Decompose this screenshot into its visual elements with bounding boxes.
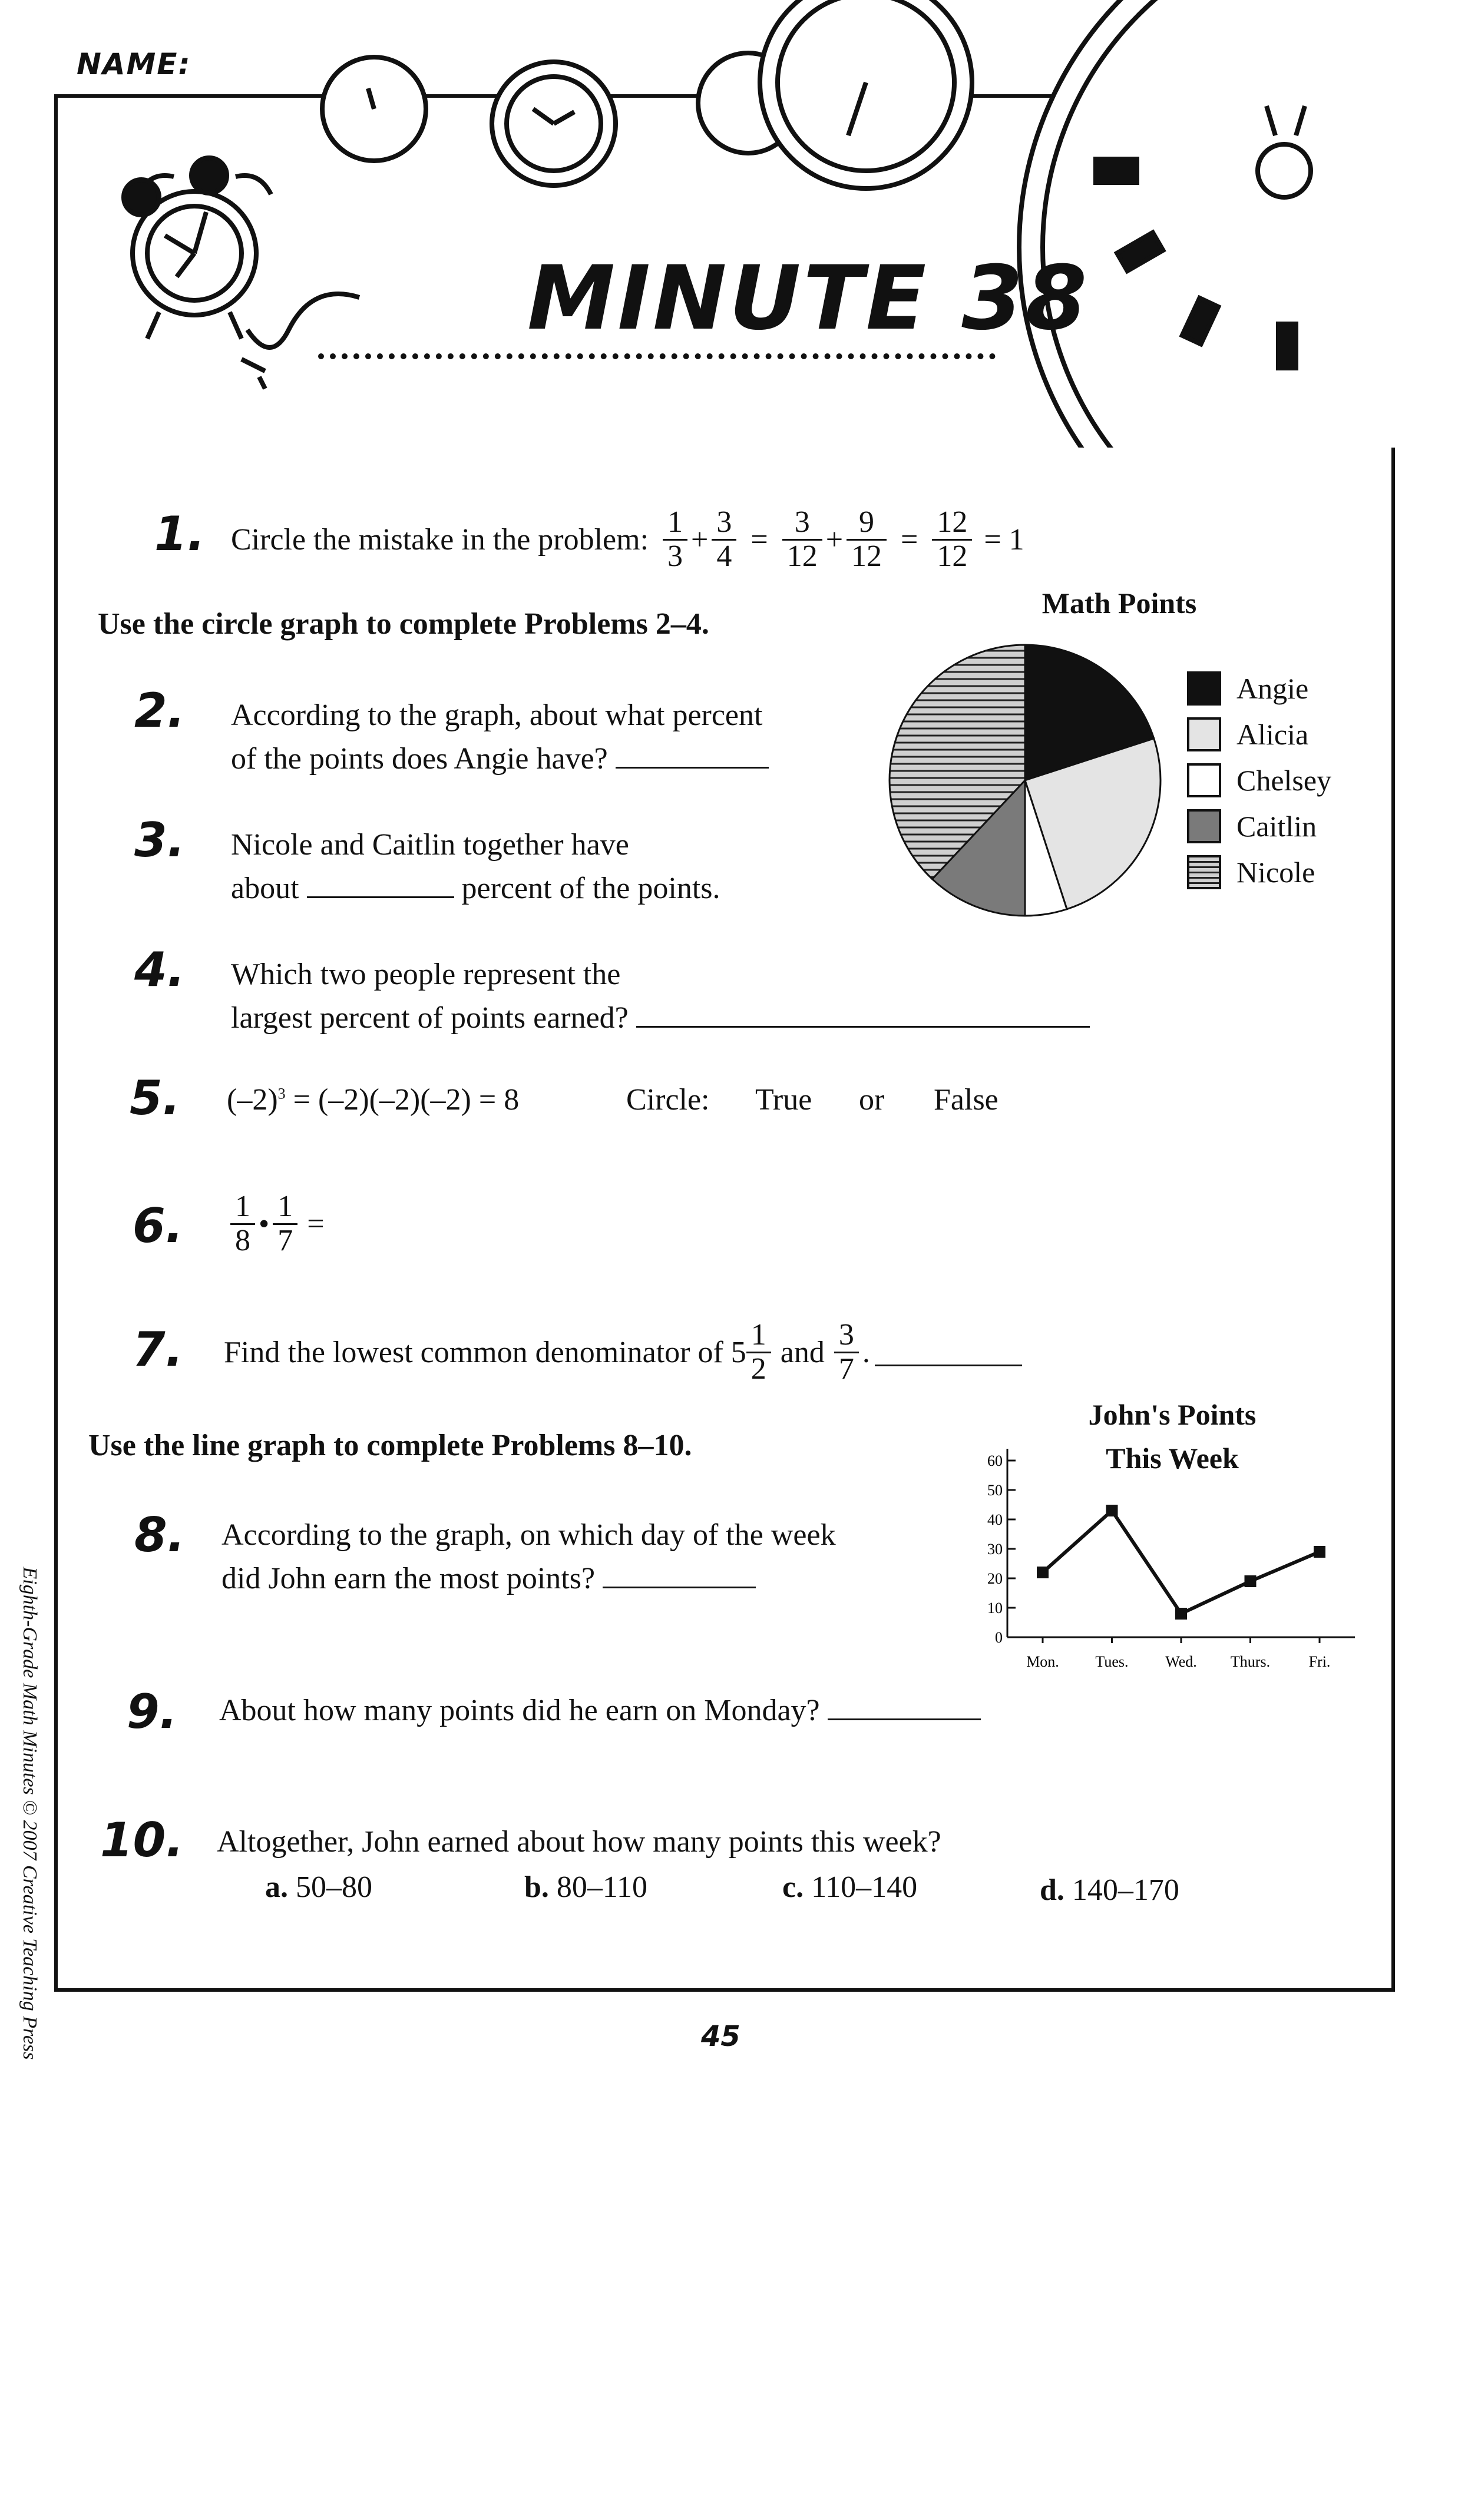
circle-label: Circle: [626,1083,710,1117]
fraction-9-12: $\frac{9}{12}$ [847,506,887,572]
fraction-12-12: $\frac{12}{12}$ [932,506,972,572]
problem-3-line1: Nicole and Caitlin together have [231,828,629,862]
answer-blank-8[interactable] [603,1561,756,1588]
data-point-wed [1175,1608,1187,1620]
problem-4 [231,953,1090,1040]
answer-blank-9[interactable] [828,1693,981,1720]
problem-2-number: 2. [134,683,186,738]
y-tick-label: 20 [987,1570,1003,1587]
data-point-tues [1106,1505,1118,1516]
legend-item-nicole [1187,855,1315,889]
problem-8-line2: did John earn the most points? [221,1562,596,1595]
problem-8-line1: According to the graph, on which day of the week [221,1518,836,1552]
multiply-dot: • [259,1207,270,1241]
line-chart-title-2: This Week [1106,1442,1239,1475]
problem-5-number: 5. [130,1071,181,1125]
choice-a[interactable]: a. 50–80 [265,1870,372,1904]
or-label: or [859,1083,885,1117]
answer-blank-4[interactable] [636,1000,1090,1028]
y-tick-label: 60 [987,1452,1003,1469]
problem-4-number: 4. [134,942,186,997]
small-clocks-icon [322,0,972,188]
answer-blank-7[interactable] [875,1339,1022,1366]
problem-3-line2b: percent of the points. [461,872,720,905]
problem-3-line2a: about [231,872,299,905]
x-tick-label: Wed. [1165,1653,1197,1670]
pie-chart-title: Math Points [1042,587,1197,620]
pie-chart [884,633,1166,928]
plus-sign: + [825,522,844,557]
clock-decoration [0,0,1468,448]
problem-5-expression: = (–2)(–2)(–2) = 8 [285,1083,520,1117]
x-tick-label: Thurs. [1230,1653,1271,1670]
problem-1-result: = 1 [984,522,1024,557]
problem-4-line1: Which two people represent the [231,958,621,991]
legend-label: Chelsey [1236,764,1332,797]
legend-swatch [1187,763,1221,797]
fraction-3-7: $\frac{3}{7}$ [834,1319,859,1385]
answer-blank-2[interactable] [616,741,769,769]
problem-3 [231,823,720,910]
problem-7 [224,1319,1022,1385]
page-title: MINUTE 38 [527,247,1090,350]
and-label: and [780,1335,825,1369]
problem-7-number: 7. [133,1322,184,1377]
problem-10-text: Altogether, John earned about how many points this week? [217,1825,941,1859]
line-chart-title-1: John's Points [1088,1398,1257,1431]
sidebar-credit: Eighth-Grade Math Minutes © 2007 Creative Teaching Press [19,1567,41,2060]
legend-swatch [1187,855,1221,889]
fraction-1-8: $\frac{1}{8}$ [230,1191,255,1257]
legend-swatch [1187,717,1221,751]
legend-label: Nicole [1236,856,1315,889]
big-clock-icon [1019,0,1468,448]
legend-swatch [1187,809,1221,843]
equals-sign: = [307,1207,325,1241]
line-series [1043,1511,1320,1614]
problem-8 [221,1514,836,1601]
title-dotted-line [318,353,996,359]
fraction-3-12: $\frac{3}{12}$ [782,506,822,572]
period: . [862,1335,870,1369]
problem-3-number: 3. [134,813,186,867]
problem-5-base: (–2) [227,1083,278,1117]
y-tick-label: 50 [987,1482,1003,1499]
problem-9-text: About how many points did he earn on Monday? [219,1694,820,1727]
fraction-3-4: $\frac{3}{4}$ [712,506,736,572]
instruction-line: Use the line graph to complete Problems 8–10. [88,1429,692,1462]
problem-1 [231,506,1024,572]
problem-5-exponent: 3 [277,1085,286,1102]
true-option[interactable]: True [755,1083,812,1117]
legend-label: Angie [1236,672,1309,705]
problem-1-text: Circle the mistake in the problem: [231,522,649,557]
instruction-pie: Use the circle graph to complete Problems 2–4. [98,607,709,641]
problem-9-number: 9. [127,1684,178,1739]
answer-blank-3[interactable] [307,870,454,898]
legend-item-alicia [1187,717,1308,751]
problem-5 [227,1082,519,1117]
equals-sign: = [901,522,918,557]
legend-item-angie [1187,671,1308,706]
fraction-1-7: $\frac{1}{7}$ [273,1191,297,1257]
choice-b[interactable]: b. 80–110 [524,1870,647,1904]
y-tick-label: 30 [987,1541,1003,1558]
choice-d[interactable]: d. 140–170 [1040,1873,1179,1907]
y-tick-label: 40 [987,1511,1003,1528]
y-tick-label: 0 [995,1629,1003,1646]
problem-9 [219,1693,981,1728]
problem-8-number: 8. [134,1508,186,1562]
plus-sign: + [691,522,709,557]
problem-2 [231,694,769,781]
fraction-1-3: $\frac{1}{3}$ [663,506,687,572]
problem-7-text: Find the lowest common denominator of 5 [224,1335,746,1369]
page-number: 45 [701,2020,740,2053]
problem-10-number: 10. [100,1813,184,1867]
y-tick-label: 10 [987,1600,1003,1617]
legend-swatch [1187,671,1221,706]
mixed-fraction-1-2: $\frac{1}{2}$ [746,1319,771,1385]
x-tick-label: Fri. [1308,1653,1331,1670]
choice-c[interactable]: c. 110–140 [782,1870,918,1904]
legend-label: Caitlin [1236,810,1317,843]
x-tick-label: Tues. [1095,1653,1129,1670]
pie-legend [1187,671,1376,907]
problem-4-line2: largest percent of points earned? [231,1001,629,1035]
false-option[interactable]: False [934,1083,998,1117]
legend-item-chelsey [1187,763,1331,797]
legend-label: Alicia [1236,718,1309,751]
problem-2-line1: According to the graph, about what percent [231,698,763,732]
name-label: NAME: [77,47,191,81]
equals-sign: = [750,522,768,557]
legend-item-caitlin [1187,809,1317,843]
problem-1-number: 1. [154,506,206,561]
problem-6 [227,1191,325,1257]
line-chart [966,1437,1367,1684]
problem-6-number: 6. [133,1198,184,1253]
data-point-fri [1314,1546,1325,1558]
data-point-thurs [1245,1575,1257,1587]
problem-2-line2: of the points does Angie have? [231,742,608,776]
x-tick-label: Mon. [1026,1653,1059,1670]
data-point-mon [1037,1567,1049,1578]
